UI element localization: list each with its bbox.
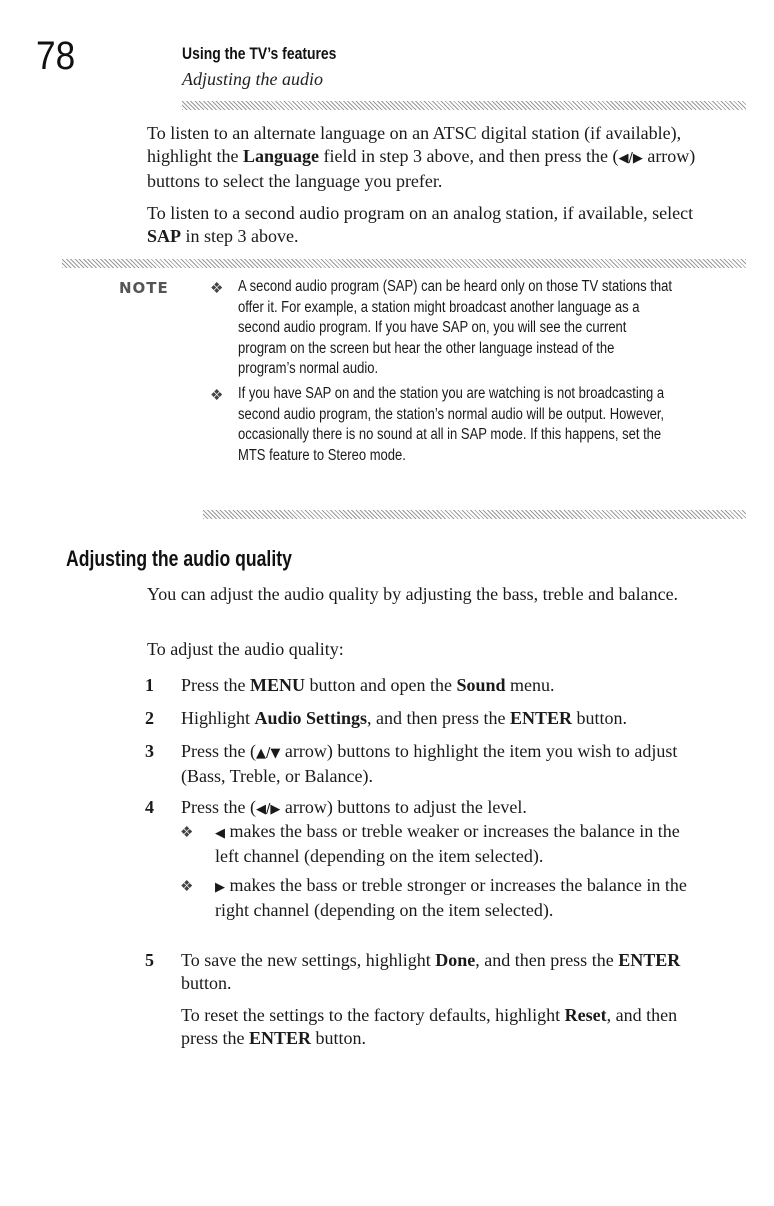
reset-paragraph: To reset the settings to the factory defaults, highlight Reset, and then press the ENTER button. [181, 1005, 678, 1048]
step-number: 3 [145, 741, 154, 761]
note-item: A second audio program (SAP) can be heard only on those TV stations that offer it. For example, a station might broadcast another language as a second audio program. If you have SAP on, you will see the current program on the screen but hear the other language instead of the program’s normal audio. [238, 278, 673, 377]
section-intro-paragraph: You can adjust the audio quality by adjusting the bass, treble and balance. [147, 584, 679, 604]
right-arrow-icon: ▶ [215, 880, 225, 895]
step-number: 2 [145, 708, 154, 728]
section-heading: Adjusting the audio quality [66, 546, 292, 571]
note-divider-bottom [203, 510, 746, 519]
header-divider [182, 101, 746, 110]
bullet-icon: ❖ [210, 388, 224, 404]
chapter-title: Using the TV’s features [182, 44, 337, 63]
step-text: Press the (◀/▶ arrow) buttons to adjust the level. [181, 797, 527, 817]
left-right-arrow-icon: ◀/▶ [618, 151, 643, 166]
bullet-icon: ❖ [210, 281, 224, 297]
step-text: To save the new settings, highlight Done, and then press the ENTER button. [181, 950, 681, 993]
note-item: If you have SAP on and the station you are watching is not broadcasting a second audio program, the station’s normal audio will be output. However, occasionally there is no sound at all in SAP mode. If this happens, set the MTS feature to Stereo mode. [238, 385, 665, 464]
note-divider-top [62, 259, 746, 268]
step-text: Press the MENU button and open the Sound menu. [181, 675, 555, 695]
left-right-arrow-icon: ◀/▶ [256, 802, 281, 817]
intro-paragraph-language: To listen to an alternate language on an ATSC digital station (if available), highlight the Language field in step 3 above, and then press the (◀/▶ arrow) buttons to select the language you prefer. [147, 123, 696, 191]
left-arrow-icon: ◀ [215, 826, 225, 841]
sub-bullet-text: ▶ makes the bass or treble stronger or increases the balance in the right channel (depending on the item selected). [215, 875, 687, 920]
bullet-icon: ❖ [180, 879, 194, 895]
up-down-arrow-icon: ▲/▼ [256, 746, 281, 761]
page-number: 78 [36, 34, 76, 78]
bullet-icon: ❖ [180, 825, 194, 841]
note-label: NOTE [119, 279, 169, 297]
step-number: 5 [145, 950, 154, 970]
section-lead-paragraph: To adjust the audio quality: [147, 639, 344, 659]
intro-paragraph-sap: To listen to a second audio program on an analog station, if available, select SAP in step 3 above. [147, 203, 694, 246]
step-number: 1 [145, 675, 154, 695]
section-subtitle: Adjusting the audio [182, 69, 323, 89]
sub-bullet-text: ◀ makes the bass or treble weaker or increases the balance in the left channel (depending on the item selected). [215, 821, 680, 866]
step-text: Press the (▲/▼ arrow) buttons to highlight the item you wish to adjust (Bass, Treble, or Balance). [181, 741, 678, 786]
step-number: 4 [145, 797, 154, 817]
step-text: Highlight Audio Settings, and then press the ENTER button. [181, 708, 628, 728]
